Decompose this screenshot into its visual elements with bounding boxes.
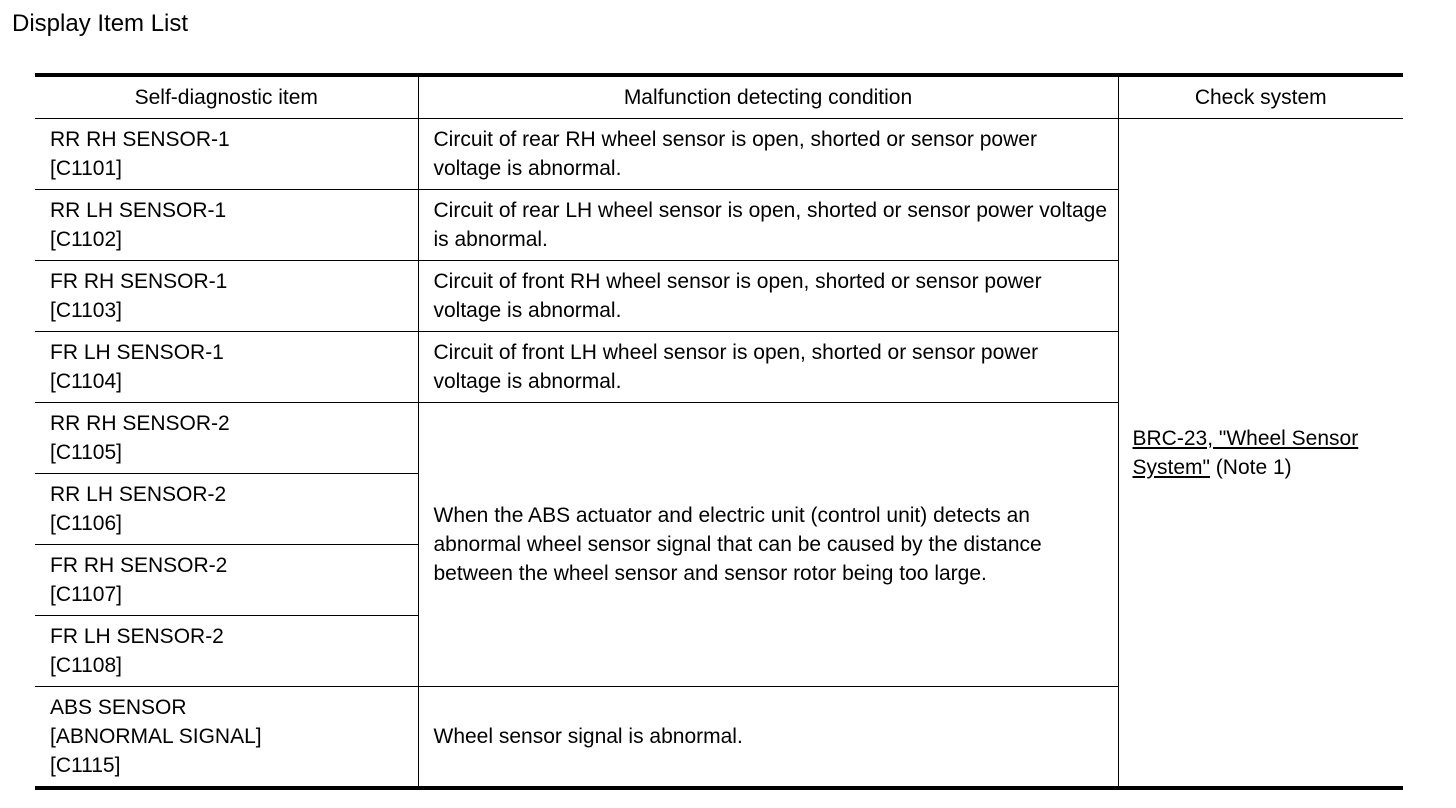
item-code: [C1104]: [50, 370, 122, 393]
display-item-table: [35, 73, 1403, 790]
self-diagnostic-item-cell: [35, 332, 418, 403]
item-code: [C1107]: [50, 583, 122, 606]
self-diagnostic-item-cell: [35, 545, 418, 616]
page-title: Display Item List: [12, 10, 189, 37]
column-header-self-diagnostic-item: Self-diagnostic item: [35, 75, 418, 119]
item-name: RR RH SENSOR-2: [50, 412, 230, 435]
item-name: RR RH SENSOR-1: [50, 128, 230, 151]
self-diagnostic-item-cell: [35, 190, 418, 261]
malfunction-condition-cell: Circuit of front LH wheel sensor is open, shorted or sensor power voltage is abnormal.: [418, 332, 1118, 403]
item-code: [C1105]: [50, 441, 122, 464]
item-name: FR LH SENSOR-1: [50, 341, 224, 364]
check-system-cell: [1118, 119, 1403, 789]
malfunction-condition-cell: Circuit of front RH wheel sensor is open, shorted or sensor power voltage is abnormal.: [418, 261, 1118, 332]
item-name: RR LH SENSOR-2: [50, 483, 227, 506]
malfunction-condition-cell: Circuit of rear RH wheel sensor is open, shorted or sensor power voltage is abnormal.: [418, 119, 1118, 190]
item-name: FR RH SENSOR-2: [50, 554, 228, 577]
item-name: ABS SENSOR: [50, 696, 187, 719]
self-diagnostic-item-cell: [35, 616, 418, 687]
item-code: [C1106]: [50, 512, 122, 535]
item-code: [C1102]: [50, 228, 122, 251]
malfunction-condition-cell: Wheel sensor signal is abnormal.: [418, 687, 1118, 789]
item-code: [C1101]: [50, 157, 122, 180]
item-code: [C1108]: [50, 654, 122, 677]
table-row: [35, 119, 1403, 190]
self-diagnostic-item-cell: [35, 403, 418, 474]
table-header-row: [35, 75, 1403, 119]
malfunction-condition-cell: Circuit of rear LH wheel sensor is open, shorted or sensor power voltage is abnormal.: [418, 190, 1118, 261]
column-header-malfunction-condition: Malfunction detecting condition: [418, 75, 1118, 119]
item-code: [C1103]: [50, 299, 122, 322]
self-diagnostic-item-cell: [35, 119, 418, 190]
column-header-check-system: Check system: [1118, 75, 1403, 119]
check-system-link[interactable]: BRC-23, "Wheel Sensor System": [1132, 426, 1359, 479]
malfunction-condition-cell: When the ABS actuator and electric unit (control unit) detects an abnormal wheel sensor signal that can be caused by the distance between the wheel sensor and sensor rotor being too large.: [418, 403, 1118, 687]
item-name: FR RH SENSOR-1: [50, 270, 228, 293]
check-system-note: (Note 1): [1209, 455, 1292, 479]
item-code: [C1115]: [50, 754, 121, 777]
self-diagnostic-item-cell: [35, 687, 418, 789]
item-detail: [ABNORMAL SIGNAL]: [50, 725, 262, 748]
self-diagnostic-item-cell: [35, 261, 418, 332]
item-name: RR LH SENSOR-1: [50, 199, 227, 222]
item-name: FR LH SENSOR-2: [50, 625, 224, 648]
self-diagnostic-item-cell: [35, 474, 418, 545]
